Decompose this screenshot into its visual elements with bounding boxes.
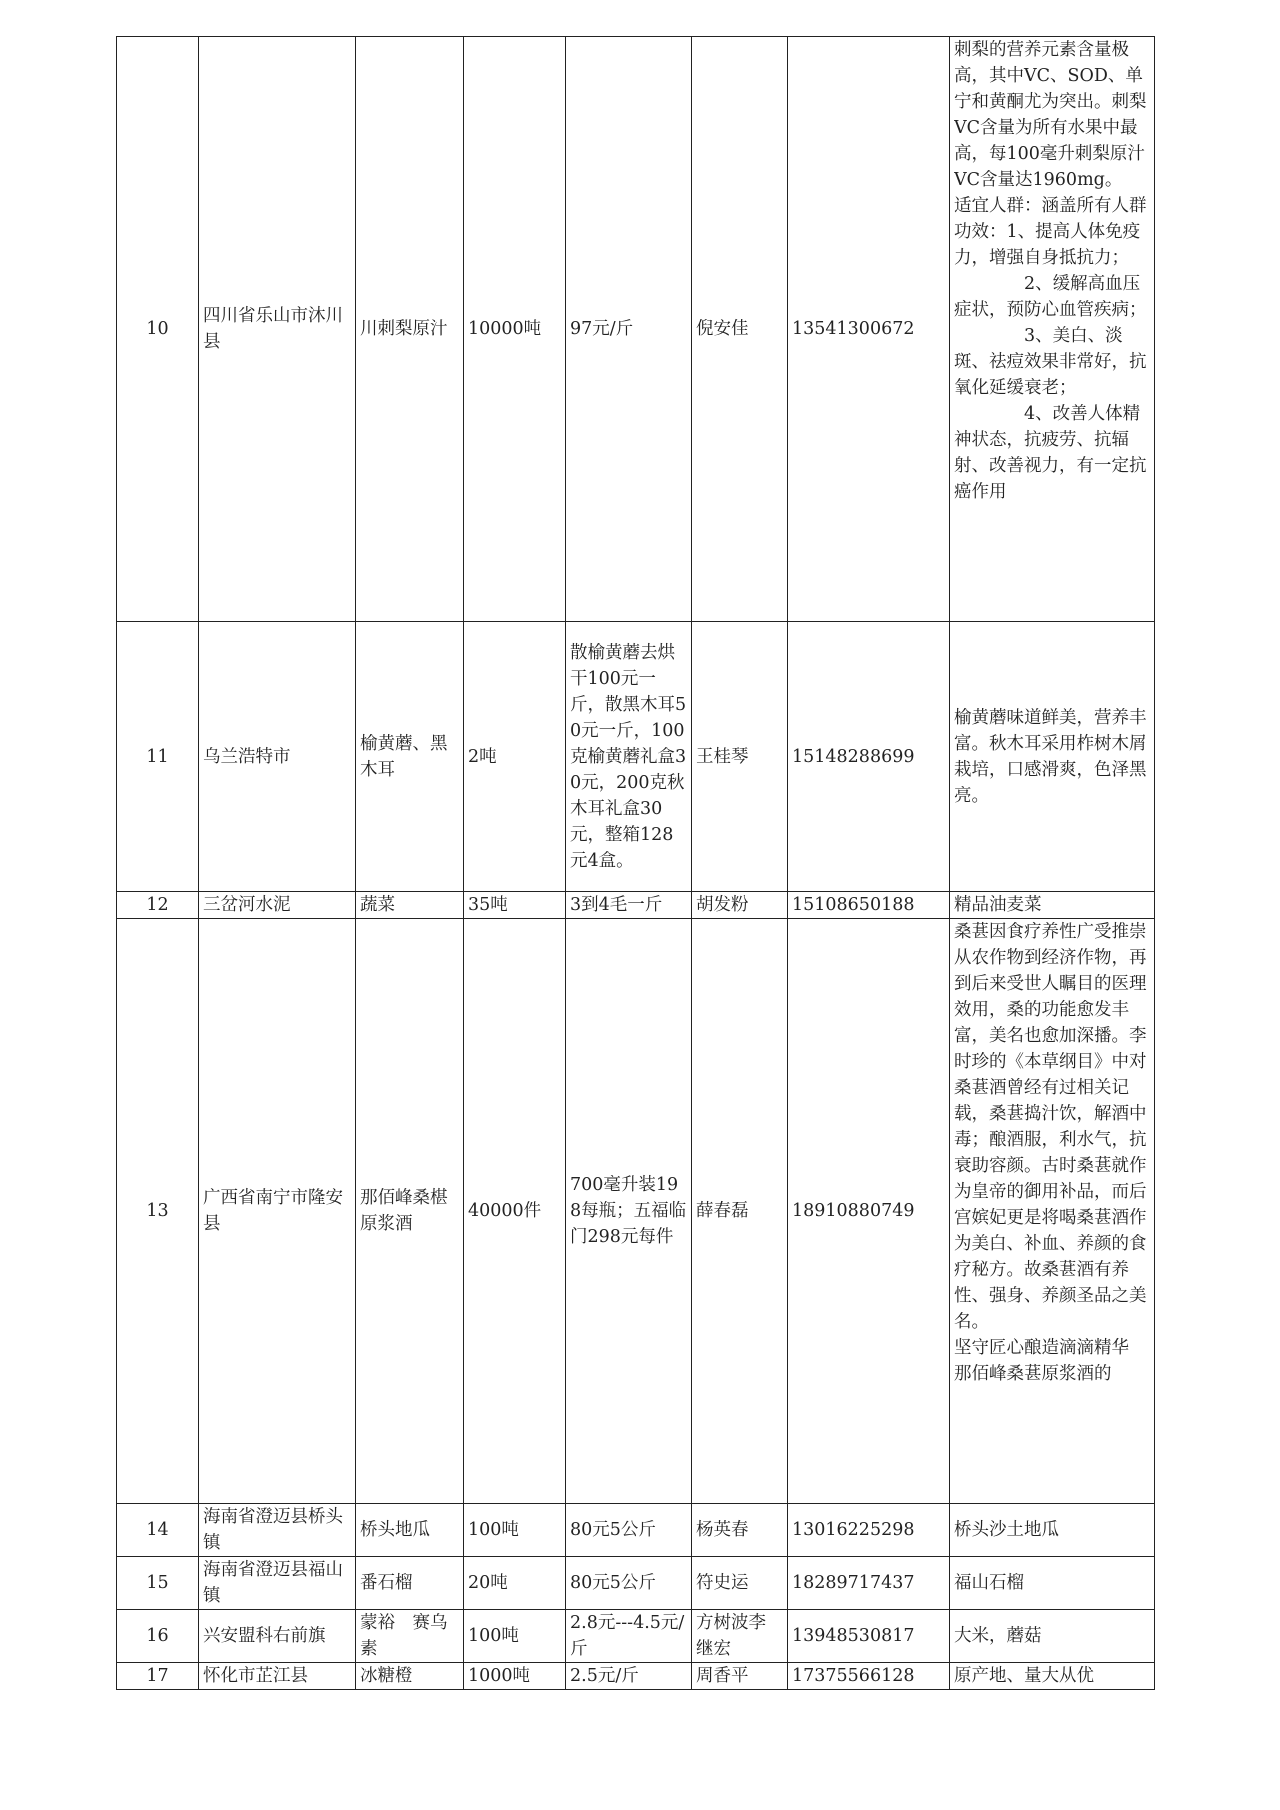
product-cell: 蔬菜: [356, 892, 464, 919]
phone-cell: 13541300672: [788, 37, 950, 622]
table-row: [117, 1557, 1155, 1610]
contact-cell: 符史运: [692, 1557, 788, 1610]
product-cell: 桥头地瓜: [356, 1504, 464, 1557]
description-cell: 桥头沙土地瓜: [950, 1504, 1155, 1557]
description-cell: [950, 37, 1155, 622]
phone-cell: 17375566128: [788, 1663, 950, 1690]
phone-cell: 13016225298: [788, 1504, 950, 1557]
description-text: 桑葚因食疗养性广受推崇 从农作物到经济作物，再到后来受世人瞩目的医理效用，桑的功能愈发丰富，美名也愈加深播。李时珍的《本草纲目》中对桑葚酒曾经有过相关记载，桑葚捣汁饮，解酒中毒；酿酒服，利水气，抗衰助容颜。古时桑葚就作为皇帝的御用补品，而后宫嫔妃更是将喝桑葚酒作为美白、补血、养颜的食疗秘方。故桑葚酒有养性、强身、养颜圣品之美名。 坚守匠心酿造滴滴精华 那佰峰桑葚原浆酒的: [954, 922, 1147, 1384]
row-number: 13: [117, 919, 199, 1504]
description-cell: 原产地、量大从优: [950, 1663, 1155, 1690]
description-cell: 大米，蘑菇: [950, 1610, 1155, 1663]
description-cell: 精品油麦菜: [950, 892, 1155, 919]
supply-table: [116, 36, 1155, 1690]
contact-cell: 倪安佳: [692, 37, 788, 622]
table-row: [117, 1610, 1155, 1663]
product-cell: 番石榴: [356, 1557, 464, 1610]
price-cell: 3到4毛一斤: [566, 892, 692, 919]
table-row: [117, 37, 1155, 622]
product-cell: 川刺梨原汁: [356, 37, 464, 622]
product-cell: 那佰峰桑椹原浆酒: [356, 919, 464, 1504]
quantity-cell: 2吨: [464, 622, 566, 892]
description-cell: 榆黄蘑味道鲜美，营养丰富。秋木耳采用柞树木屑栽培，口感滑爽，色泽黑亮。: [950, 622, 1155, 892]
price-cell: 700毫升装198每瓶；五福临门298元每件: [566, 919, 692, 1504]
price-cell: 80元5公斤: [566, 1504, 692, 1557]
phone-cell: 13948530817: [788, 1610, 950, 1663]
row-number: 17: [117, 1663, 199, 1690]
region-cell: 兴安盟科右前旗: [199, 1610, 356, 1663]
phone-cell: 18910880749: [788, 919, 950, 1504]
contact-cell: 王桂琴: [692, 622, 788, 892]
row-number: 14: [117, 1504, 199, 1557]
quantity-cell: 1000吨: [464, 1663, 566, 1690]
contact-cell: 薛春磊: [692, 919, 788, 1504]
price-cell: 2.5元/斤: [566, 1663, 692, 1690]
quantity-cell: 40000件: [464, 919, 566, 1504]
contact-cell: 周香平: [692, 1663, 788, 1690]
region-cell: 海南省澄迈县桥头镇: [199, 1504, 356, 1557]
table-row: [117, 622, 1155, 892]
region-cell: 乌兰浩特市: [199, 622, 356, 892]
price-cell: 散榆黄蘑去烘干100元一斤，散黑木耳50元一斤，100克榆黄蘑礼盒30元，200克秋木耳礼盒30元，整箱128元4盒。: [566, 622, 692, 892]
product-cell: 榆黄蘑、黑木耳: [356, 622, 464, 892]
price-cell: 2.8元---4.5元/斤: [566, 1610, 692, 1663]
row-number: 16: [117, 1610, 199, 1663]
product-cell: 蒙裕 赛乌素: [356, 1610, 464, 1663]
quantity-cell: 100吨: [464, 1504, 566, 1557]
price-cell: 97元/斤: [566, 37, 692, 622]
product-cell: 冰糖橙: [356, 1663, 464, 1690]
region-cell: 怀化市芷江县: [199, 1663, 356, 1690]
contact-cell: 方树波李继宏: [692, 1610, 788, 1663]
row-number: 10: [117, 37, 199, 622]
phone-cell: 18289717437: [788, 1557, 950, 1610]
table-row: [117, 1663, 1155, 1690]
table-row: [117, 892, 1155, 919]
description-cell: 福山石榴: [950, 1557, 1155, 1610]
description-text: 刺梨的营养元素含量极高，其中VC、SOD、单宁和黄酮尤为突出。刺梨VC含量为所有水果中最高，每100毫升刺梨原汁VC含量达1960mg。 适宜人群：涵盖所有人群 功效：1、提高人体免疫力，增强自身抵抗力； 2、缓解高血压症状，预防心血管疾病； 3、美白、淡斑、祛痘效果非常好，抗氧化延缓衰老； 4、改善人体精神状态，抗疲劳、抗辐射、改善视力，有一定抗癌作用: [954, 40, 1147, 502]
contact-cell: 胡发粉: [692, 892, 788, 919]
table-row: [117, 919, 1155, 1504]
phone-cell: 15148288699: [788, 622, 950, 892]
region-cell: 海南省澄迈县福山镇: [199, 1557, 356, 1610]
quantity-cell: 10000吨: [464, 37, 566, 622]
phone-cell: 15108650188: [788, 892, 950, 919]
contact-cell: 杨英春: [692, 1504, 788, 1557]
row-number: 15: [117, 1557, 199, 1610]
description-cell: [950, 919, 1155, 1504]
quantity-cell: 100吨: [464, 1610, 566, 1663]
quantity-cell: 35吨: [464, 892, 566, 919]
region-cell: 三岔河水泥: [199, 892, 356, 919]
region-cell: 广西省南宁市隆安县: [199, 919, 356, 1504]
region-cell: 四川省乐山市沐川县: [199, 37, 356, 622]
table-row: [117, 1504, 1155, 1557]
row-number: 11: [117, 622, 199, 892]
price-cell: 80元5公斤: [566, 1557, 692, 1610]
row-number: 12: [117, 892, 199, 919]
quantity-cell: 20吨: [464, 1557, 566, 1610]
